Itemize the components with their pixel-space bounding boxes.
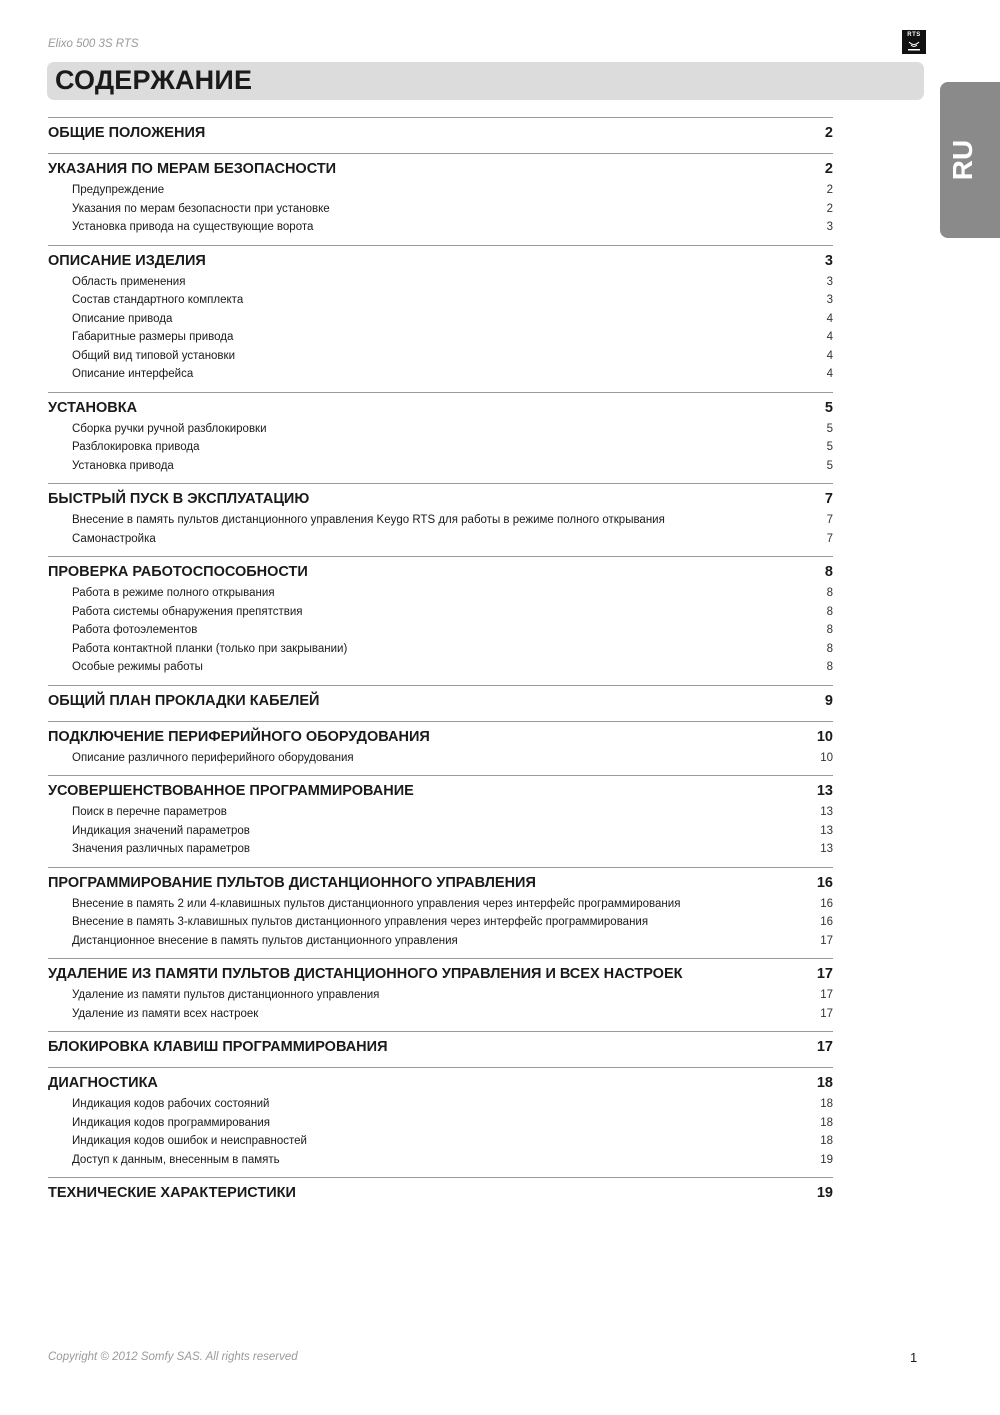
toc-entry-page: 4 [826,331,833,343]
page-number: 1 [910,1350,918,1365]
toc-entry-page: 8 [826,605,833,618]
toc-section-title: БЫСТРЫЙ ПУСК В ЭКСПЛУАТАЦИЮ [48,491,310,507]
toc-entry-page: 7 [826,514,833,526]
toc-entry-title: Указания по мерам безопасности при установке [72,202,330,215]
toc-entry [48,584,833,603]
toc-entry [48,803,833,822]
toc-section-title: УСОВЕРШЕНСТВОВАННОЕ ПРОГРАММИРОВАНИЕ [48,783,414,799]
toc-section-heading [48,725,833,749]
toc-entry [48,181,833,200]
toc-entry-title: Общий вид типовой установки [72,349,235,362]
toc-entry-page: 17 [820,989,833,1001]
toc-section-title: ОБЩИЕ ПОЛОЖЕНИЯ [48,125,206,141]
toc-entry-title: Описание различного периферийного оборудования [72,751,354,764]
toc-entry [48,347,833,366]
product-name: Elixo 500 3S RTS [48,38,139,50]
toc-section-page: 18 [816,1075,833,1091]
toc-entry [48,438,833,457]
toc-entry-page: 3 [826,221,833,233]
toc-entry [48,328,833,347]
toc-entry-page: 3 [826,275,833,288]
toc-entry [48,511,833,530]
toc-section-heading [48,1035,833,1059]
toc-entry-title: Индикация кодов программирования [72,1116,270,1129]
toc-entry-page: 2 [826,184,833,196]
toc-entry [48,1151,833,1170]
toc-section [48,556,833,685]
toc-entry [48,840,833,859]
toc-section-title: УДАЛЕНИЕ ИЗ ПАМЯТИ ПУЛЬТОВ ДИСТАНЦИОННОГО УПРАВЛЕНИЯ И ВСЕХ НАСТРОЕК [48,966,683,982]
toc-entry-page: 13 [820,806,833,818]
toc-entry-title: Особые режимы работы [72,661,203,673]
toc-section [48,685,833,721]
toc-section [48,153,833,245]
toc-section-heading [48,121,833,145]
toc-section-heading [48,1181,833,1205]
toc-entry [48,273,833,292]
toc-section-heading [48,962,833,986]
toc-entry-title: Поиск в перечне параметров [72,806,227,818]
toc-entry-page: 5 [826,422,833,435]
toc-entry [48,530,833,549]
toc-entry-title: Значения различных параметров [72,843,251,855]
toc-section-title: ПРОГРАММИРОВАНИЕ ПУЛЬТОВ ДИСТАНЦИОННОГО УПРАВЛЕНИЯ [48,874,536,891]
copyright-notice: Copyright © 2012 Somfy SAS. All rights reserved [48,1351,298,1363]
toc-section [48,867,833,959]
toc-section [48,117,833,153]
page-title: СОДЕРЖАНИЕ [55,65,253,95]
toc-entry-page: 18 [820,1098,833,1110]
toc-entry-page: 17 [820,1007,833,1020]
toc-entry-title: Сборка ручки ручной разблокировки [72,422,267,435]
toc-section-title: ПОДКЛЮЧЕНИЕ ПЕРИФЕРИЙНОГО ОБОРУДОВАНИЯ [48,728,430,745]
toc-entry-page: 5 [826,459,833,472]
toc-entry-page: 4 [826,349,833,362]
toc-entry [48,913,833,932]
toc-entry-title: Удаление из памяти всех настроек [72,1007,259,1020]
toc-section-title: ПРОВЕРКА РАБОТОСПОСОБНОСТИ [48,564,308,580]
table-of-contents [48,117,833,1213]
toc-entry [48,310,833,329]
toc-section-page: 10 [816,728,833,745]
toc-section-page: 2 [824,161,833,177]
toc-section-page: 8 [824,564,833,580]
toc-entry-page: 4 [826,312,833,325]
toc-entry-page: 8 [826,624,833,636]
toc-entry [48,658,833,677]
toc-entry-page: 4 [826,368,833,380]
toc-entry [48,420,833,439]
toc-entry-page: 18 [820,1135,833,1147]
toc-entry [48,1132,833,1151]
toc-entry [48,749,833,768]
toc-section [48,483,833,556]
toc-section-heading [48,157,833,181]
toc-section-heading [48,779,833,803]
toc-entry [48,1114,833,1133]
toc-section-title: ТЕХНИЧЕСКИЕ ХАРАКТЕРИСТИКИ [48,1185,296,1201]
toc-entry [48,1095,833,1114]
toc-section [48,958,833,1031]
toc-section-heading [48,249,833,273]
toc-section [48,245,833,392]
toc-entry-title: Работа в режиме полного открывания [72,587,275,599]
toc-entry [48,932,833,951]
toc-entry-title: Описание интерфейса [72,368,194,380]
radio-waves-icon [906,40,922,52]
toc-section [48,1067,833,1177]
toc-entry-title: Внесение в память 2 или 4-клавишных пультов дистанционного управления через интерфейс программирования [72,897,681,910]
toc-entry-title: Работа контактной планки (только при закрывании) [72,642,348,655]
toc-entry-page: 13 [820,824,833,837]
toc-entry-title: Область применения [72,275,186,288]
toc-section [48,1177,833,1213]
toc-section-title: ОПИСАНИЕ ИЗДЕЛИЯ [48,252,206,269]
toc-section-page: 5 [824,399,833,416]
toc-entry-page: 2 [826,202,833,215]
toc-entry-page: 13 [820,843,833,855]
toc-entry-page: 16 [820,916,833,928]
toc-section-heading [48,689,833,713]
toc-entry-page: 16 [820,897,833,910]
toc-entry-title: Разблокировка привода [72,441,200,453]
toc-entry-title: Самонастройка [72,532,156,545]
toc-section-page: 9 [824,692,833,709]
toc-section-page: 7 [824,491,833,507]
toc-entry-title: Индикация значений параметров [72,824,250,837]
toc-entry-title: Состав стандартного комплекта [72,294,244,306]
toc-entry-title: Индикация кодов ошибок и неисправностей [72,1135,307,1147]
toc-section-page: 2 [824,125,833,141]
toc-section [48,775,833,867]
toc-entry-title: Дистанционное внесение в память пультов дистанционного управления [72,934,458,947]
toc-section-page: 17 [816,1039,833,1055]
toc-entry [48,291,833,310]
toc-entry-title: Внесение в память 3-клавишных пультов дистанционного управления через интерфейс программирования [72,916,649,928]
toc-section [48,1031,833,1067]
toc-entry [48,640,833,659]
rts-logo [902,30,926,54]
toc-section [48,392,833,484]
toc-entry [48,621,833,640]
toc-entry-page: 18 [820,1116,833,1129]
toc-entry-title: Удаление из памяти пультов дистанционного управления [72,989,380,1001]
toc-section-title: УСТАНОВКА [48,399,138,416]
toc-section-title: ДИАГНОСТИКА [48,1075,158,1091]
toc-entry-page: 8 [826,642,833,655]
toc-entry [48,603,833,622]
toc-entry-page: 17 [820,934,833,947]
toc-section-page: 16 [816,874,833,891]
toc-entry [48,822,833,841]
toc-section-heading [48,871,833,895]
toc-entry-page: 3 [826,294,833,306]
toc-entry-title: Работа фотоэлементов [72,624,198,636]
toc-entry-title: Внесение в память пультов дистанционного управления Keygo RTS для работы в режиме полного открывания [72,514,665,526]
toc-entry-title: Установка привода на существующие ворота [72,221,314,233]
toc-entry-title: Доступ к данным, внесенным в память [72,1153,280,1166]
toc-section-heading [48,487,833,511]
toc-section-page: 3 [824,252,833,269]
toc-entry-page: 8 [826,661,833,673]
toc-entry-title: Работа системы обнаружения препятствия [72,605,303,618]
language-tab [940,82,1000,238]
toc-entry [48,365,833,384]
toc-section-page: 19 [816,1185,833,1201]
title-band [47,62,924,100]
toc-entry-page: 19 [820,1153,833,1166]
language-label: RU [947,139,978,181]
toc-entry-title: Габаритные размеры привода [72,331,234,343]
toc-entry-title: Описание привода [72,312,173,325]
toc-entry-title: Установка привода [72,459,174,472]
toc-entry [48,895,833,914]
toc-entry-page: 5 [826,441,833,453]
toc-section-heading [48,1071,833,1095]
toc-section-page: 13 [816,783,833,799]
toc-section [48,721,833,776]
toc-entry [48,200,833,219]
toc-entry-page: 10 [820,751,833,764]
toc-entry [48,457,833,476]
toc-section-heading [48,396,833,420]
toc-entry [48,218,833,237]
toc-entry [48,1005,833,1024]
toc-section-heading [48,560,833,584]
toc-entry-title: Индикация кодов рабочих состояний [72,1098,270,1110]
toc-entry-page: 8 [826,587,833,599]
rts-logo-text: RTS [907,32,921,38]
toc-section-title: БЛОКИРОВКА КЛАВИШ ПРОГРАММИРОВАНИЯ [48,1039,388,1055]
toc-entry [48,986,833,1005]
toc-section-title: УКАЗАНИЯ ПО МЕРАМ БЕЗОПАСНОСТИ [48,161,337,177]
toc-section-title: ОБЩИЙ ПЛАН ПРОКЛАДКИ КАБЕЛЕЙ [48,692,320,709]
toc-entry-title: Предупреждение [72,184,165,196]
toc-section-page: 17 [816,966,833,982]
toc-entry-page: 7 [826,532,833,545]
